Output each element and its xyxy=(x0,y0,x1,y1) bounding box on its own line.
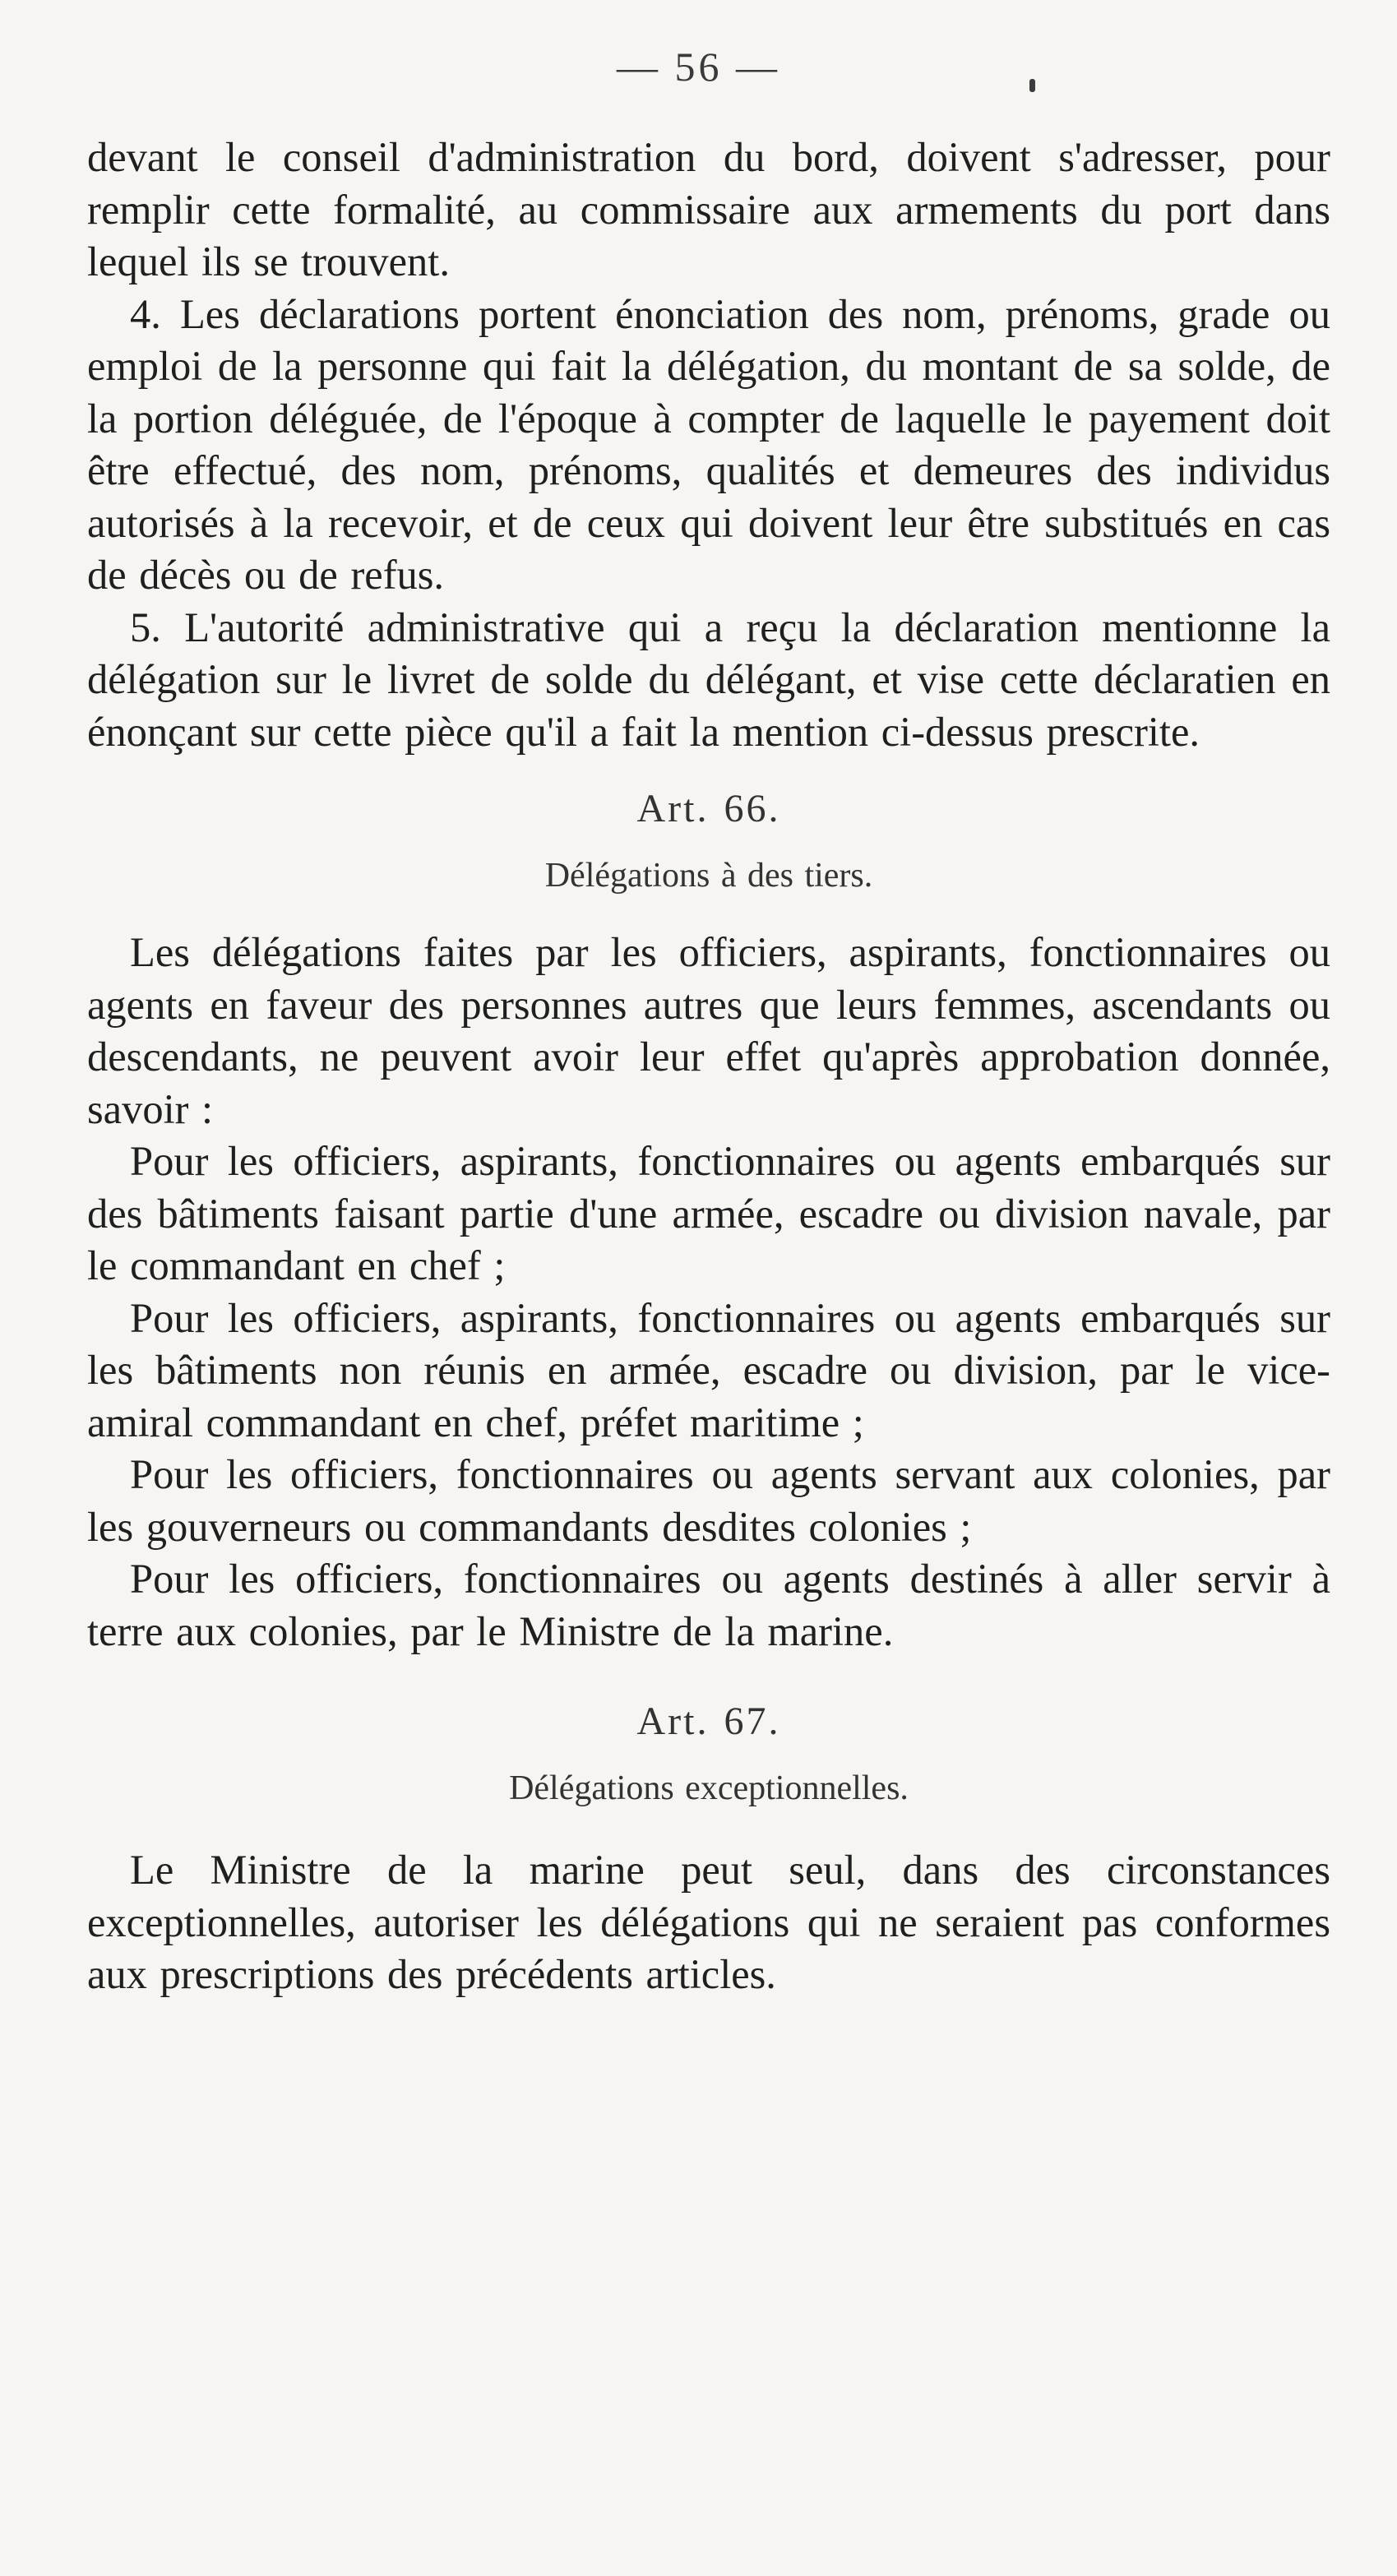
article-66-paragraph: Pour les officiers, fonctionnaires ou agents servant aux colonies, par les gouverneurs ou commandants desdites colonies ; xyxy=(87,1451,1330,1550)
article-66-subtitle: Délégations à des tiers. xyxy=(544,856,873,895)
article-66-title: Art. 66. xyxy=(636,787,781,830)
article-66-paragraph: Pour les officiers, fonctionnaires ou agents destinés à aller servir à terre aux colonies, par le Ministre de la marine. xyxy=(87,1556,1330,1654)
ink-dot xyxy=(1029,79,1035,92)
page-number: — 56 — xyxy=(617,44,780,90)
article-66-paragraph: Pour les officiers, aspirants, fonctionnaires ou agents embarqués sur des bâtiments faisant partie d'une armée, escadre ou division navale, par le commandant en chef ; xyxy=(87,1138,1330,1288)
article-66-paragraph: Pour les officiers, aspirants, fonctionnaires ou agents embarqués sur les bâtiments non réunis en armée, escadre ou division, par le vice-amiral commandant en chef, préfet maritime ; xyxy=(87,1294,1330,1445)
article-67-subtitle: Délégations exceptionnelles. xyxy=(509,1769,909,1807)
paragraph-item-4: 4. Les déclarations portent énonciation des nom, prénoms, grade ou emploi de la personne qui fait la délégation, du montant de sa solde, de la portion déléguée, de l'époque à compter de laquelle le payement doit être effectué, des nom, prénoms, qualités et demeures des individus autorisés à la recevoir, et de ceux qui doivent leur être substitués en cas de décès ou de refus. xyxy=(87,290,1330,598)
page-body xyxy=(87,132,1330,2001)
article-67-paragraph: Le Ministre de la marine peut seul, dans des circonstances exceptionnelles, autoriser les délégations qui ne seraient pas conformes aux prescriptions des précédents articles. xyxy=(87,1847,1330,1997)
paragraph-item-5: 5. L'autorité administrative qui a reçu la déclaration mentionne la délégation sur le livret de solde du délégant, et vise cette déclaratien en énonçant sur cette pièce qu'il a fait la mention ci-dessus prescrite. xyxy=(87,604,1330,755)
article-66-paragraph: Les délégations faites par les officiers, aspirants, fonctionnaires ou agents en faveur des personnes autres que leurs femmes, ascendants ou descendants, ne peuvent avoir leur effet qu'après approbation donnée, savoir : xyxy=(87,929,1330,1132)
article-67-title: Art. 67. xyxy=(636,1700,781,1743)
paragraph-continuation: devant le conseil d'administration du bord, doivent s'adresser, pour remplir cette formalité, au commissaire aux armements du port dans lequel ils se trouvent. xyxy=(87,134,1330,284)
